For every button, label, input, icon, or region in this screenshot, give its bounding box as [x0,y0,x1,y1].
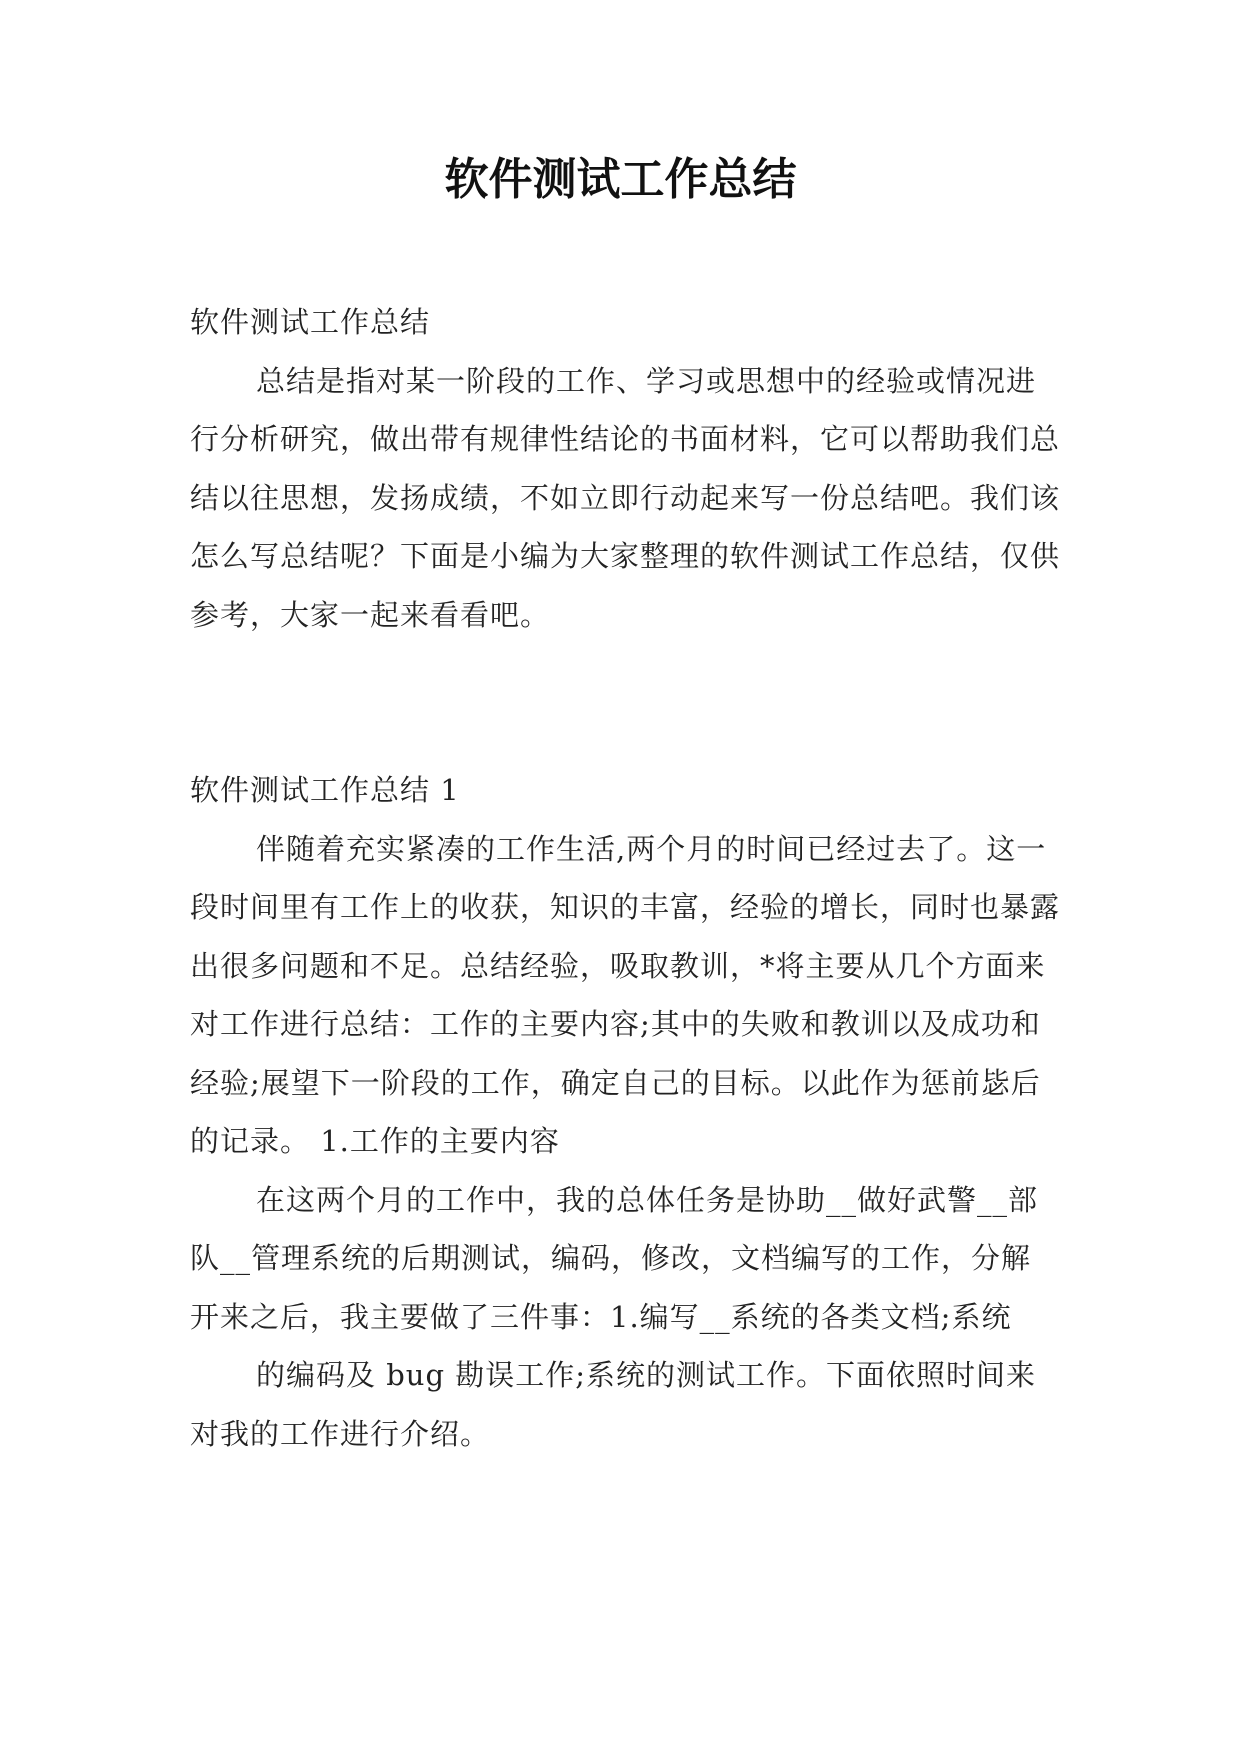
section-1-heading: 软件测试工作总结 1 [190,773,460,807]
section-spacer [190,644,1060,761]
section-1-paragraph-3: 的编码及 bug 勘误工作;系统的测试工作。下面依照时间来对我的工作进行介绍。 [190,1358,1037,1451]
section-1-paragraph-1: 伴随着充实紧凑的工作生活,两个月的时间已经过去了。这一段时间里有工作上的收获，知识的丰富，经验的增长，同时也暴露出很多问题和不足。总结经验，吸取教训，*将主要从几个方面来对工作进行总结：工作的主要内容;其中的失败和教训以及成功和经验;展望下一阶段的工作，确定自己的目标。以此作为惩前毖后的记录。 1.工作的主要内容 [190,831,1061,1158]
page-title: 软件测试工作总结 [444,154,797,205]
section-1-paragraph-2: 在这两个月的工作中，我的总体任务是协助__做好武警__部队__管理系统的后期测试，编码，修改，文档编写的工作，分解开来之后，我主要做了三件事：1.编写__系统的各类文档;系统 [190,1182,1039,1334]
document-body [190,293,1060,1463]
intro-heading: 软件测试工作总结 [190,305,431,339]
intro-paragraph: 总结是指对某一阶段的工作、学习或思想中的经验或情况进行分析研究，做出带有规律性结论的书面材料，它可以帮助我们总结以往思想，发扬成绩，不如立即行动起来写一份总结吧。我们该怎么写总结呢？下面是小编为大家整理的软件测试工作总结，仅供参考，大家一起来看看吧。 [190,363,1061,632]
